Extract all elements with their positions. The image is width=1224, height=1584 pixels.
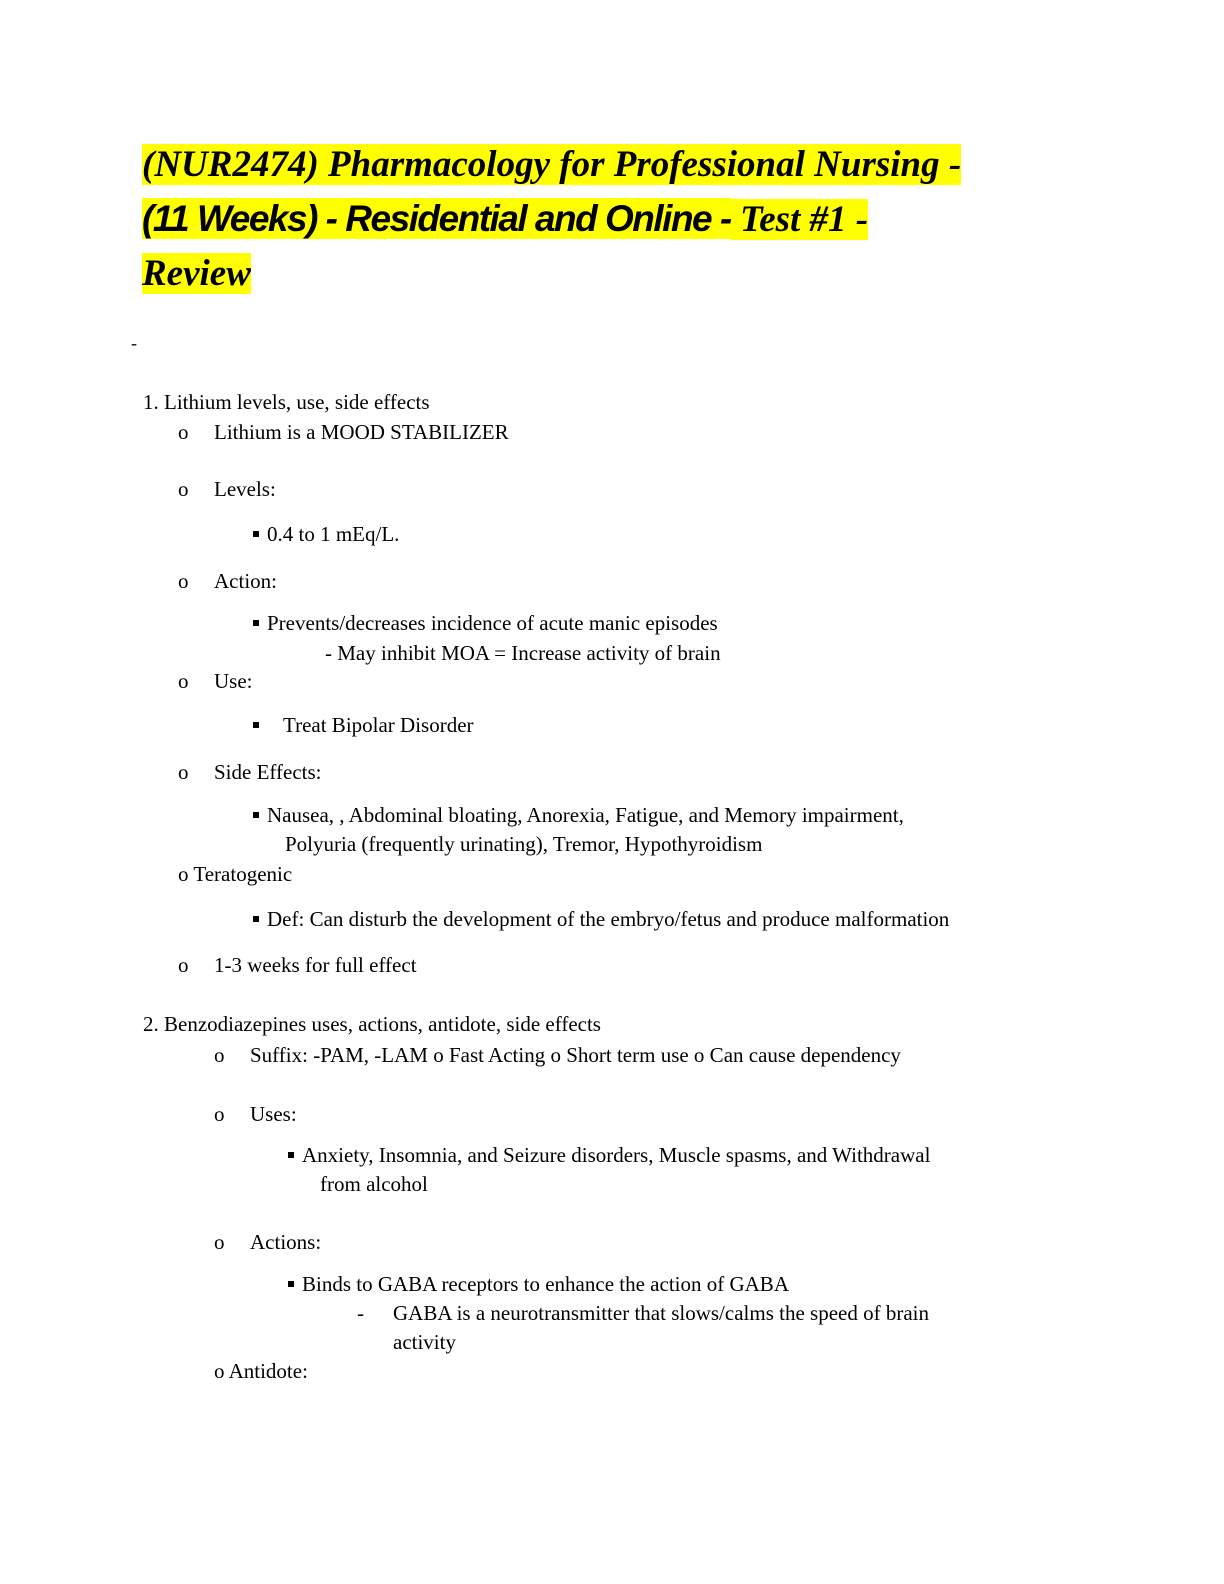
side-effects-line2: Polyuria (frequently urinating), Tremor, Hypothyroidism (285, 832, 763, 856)
use-label: Use: (214, 669, 253, 693)
action-subnote: - May inhibit MOA = Increase activity of brain (325, 641, 721, 665)
lithium-intro: Lithium is a MOOD STABILIZER (214, 420, 509, 444)
section1-heading: 1. Lithium levels, use, side effects (143, 390, 430, 414)
square-bullet-icon (288, 1152, 294, 1158)
suffix-text: Suffix: -PAM, -LAM o Fast Acting o Short term use o Can cause dependency (250, 1043, 901, 1067)
levels-label: Levels: (214, 477, 276, 501)
bullet-circle: o (178, 953, 189, 977)
bullet-circle: o (178, 760, 189, 784)
levels-value: 0.4 to 1 mEq/L. (267, 522, 400, 546)
antidote-label: o Antidote: (214, 1359, 308, 1383)
uses-label: Uses: (250, 1102, 297, 1126)
title-format: (11 Weeks) - Residential and Online - (142, 198, 731, 239)
action-label: Action: (214, 569, 277, 593)
title-review: Review (142, 253, 251, 294)
bullet-circle: o (178, 569, 189, 593)
teratogenic-label: o Teratogenic (178, 862, 293, 886)
bullet-circle: o (214, 1043, 225, 1067)
square-bullet-icon (253, 531, 259, 537)
bullet-circle: o (214, 1102, 225, 1126)
actions-item (288, 1270, 789, 1299)
square-bullet-icon (288, 1281, 294, 1287)
gaba-line1: GABA is a neurotransmitter that slows/calms the speed of brain (393, 1301, 929, 1325)
square-bullet-icon (253, 620, 259, 626)
teratogenic-item (253, 905, 949, 934)
bullet-circle: o (178, 669, 189, 693)
actions-label: Actions: (250, 1230, 322, 1254)
duration-text: 1-3 weeks for full effect (214, 953, 417, 977)
teratogenic-def: Def: Can disturb the development of the embryo/fetus and produce malformation (267, 907, 950, 931)
uses-item (288, 1141, 930, 1170)
use-value: Treat Bipolar Disorder (283, 713, 474, 737)
side-effects-label: Side Effects: (214, 760, 322, 784)
section2-heading: 2. Benzodiazepines uses, actions, antidote, side effects (143, 1012, 601, 1036)
uses-line2: from alcohol (320, 1172, 428, 1196)
side-effects-item (253, 801, 904, 830)
gaba-line2: activity (393, 1330, 456, 1354)
action-item (253, 609, 718, 638)
actions-value: Binds to GABA receptors to enhance the action of GABA (302, 1272, 789, 1296)
gaba-dash: - (357, 1301, 364, 1325)
square-bullet-icon (253, 722, 259, 728)
bullet-circle: o (178, 477, 189, 501)
levels-item (253, 520, 399, 549)
side-effects-line1: Nausea, , Abdominal bloating, Anorexia, Fatigue, and Memory impairment, (267, 803, 904, 827)
bullet-circle: o (178, 420, 189, 444)
action-value: Prevents/decreases incidence of acute manic episodes (267, 611, 718, 635)
title-course: (NUR2474) Pharmacology for Professional Nursing - (142, 144, 962, 185)
bullet-circle: o (214, 1230, 225, 1254)
square-bullet-icon (253, 812, 259, 818)
title-test: Test #1 - (730, 199, 869, 240)
use-item (253, 711, 474, 740)
uses-line1: Anxiety, Insomnia, and Seizure disorders, Muscle spasms, and Withdrawal (302, 1143, 931, 1167)
square-bullet-icon (253, 916, 259, 922)
separator-dash: - (131, 333, 137, 353)
document-title (142, 138, 1062, 301)
